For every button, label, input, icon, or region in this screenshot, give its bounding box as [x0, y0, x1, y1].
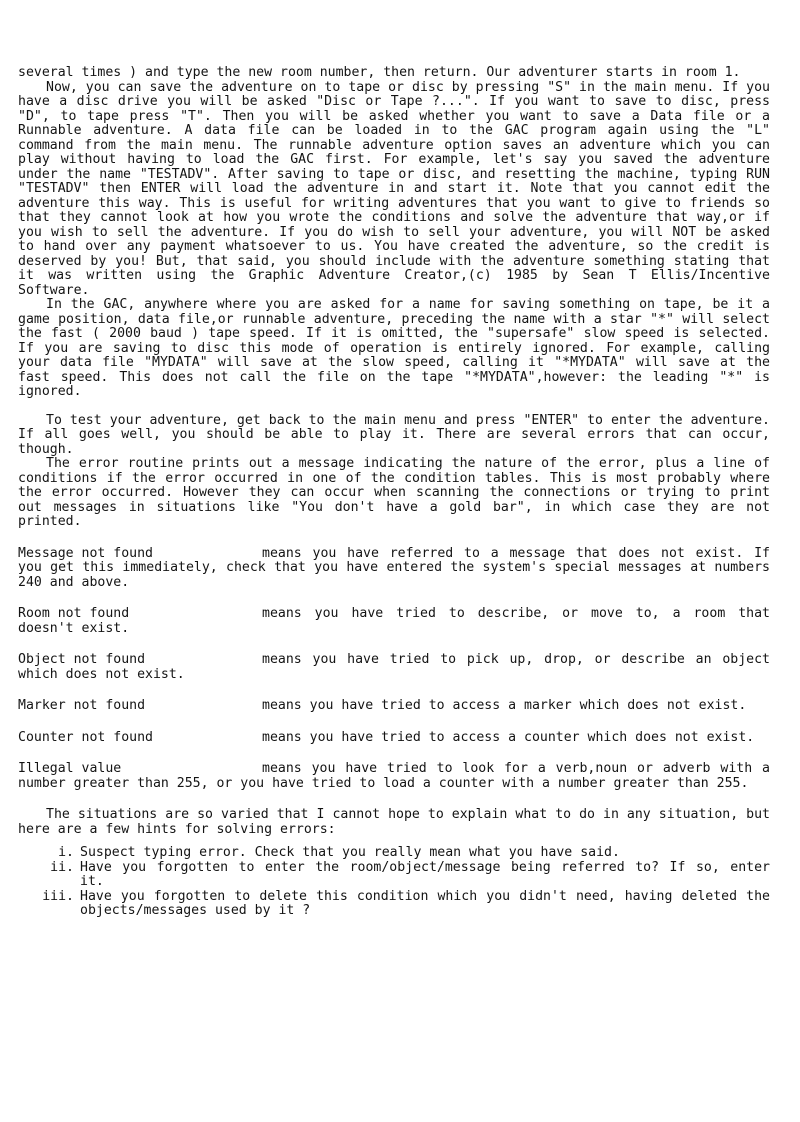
error-description: means you have tried to describe, or move to, a room that doesn't exist. — [18, 606, 770, 636]
error-entry-illegal-value — [18, 762, 770, 791]
error-entry-room — [18, 607, 770, 636]
error-description: means you have referred to a message that does not exist. If you get this immediately, check that you have entered the system's special messages at numbers 240 and above. — [18, 545, 770, 590]
error-entry-marker — [18, 699, 770, 714]
paragraph-restart-room: several times ) and type the new room number, then return. Our adventurer starts in room 1. — [18, 65, 741, 80]
spacer — [18, 400, 770, 414]
spacer — [18, 714, 770, 731]
spacer — [18, 791, 770, 808]
list-item — [18, 890, 770, 919]
error-entry-counter — [18, 731, 770, 746]
error-name: Marker not found — [18, 698, 146, 713]
hint-number: i. — [58, 845, 74, 860]
error-description: means you have tried to look for a verb,noun or adverb with a number greater than 255, or you have tried to load a counter with a number greater than 255. — [18, 761, 770, 791]
error-name: Room not found — [18, 606, 130, 621]
spacer — [18, 636, 770, 653]
error-name: Counter not found — [18, 729, 153, 745]
hint-list — [18, 846, 770, 919]
paragraph-situations: The situations are so varied that I cannot hope to explain what to do in any situation, but here are a few hints for solving errors: — [18, 807, 770, 837]
top-section — [18, 66, 770, 400]
hint-text: Have you forgotten to delete this condition which you didn't need, having deleted the objects/messages used by it ? — [80, 888, 770, 918]
test-section — [18, 414, 770, 530]
paragraph-testing: To test your adventure, get back to the main menu and press "ENTER" to enter the adventure. If all goes well, you should be able to play it. There are several errors that can occur, though. — [18, 412, 770, 457]
error-name: Object not found — [18, 652, 146, 667]
hint-text: Have you forgotten to enter the room/object/message being referred to? If so, enter it. — [80, 859, 770, 889]
paragraph-tape-speed: In the GAC, anywhere where you are asked for a name for saving something on tape, be it a game position, data file,or runnable adventure, preceding the name with a star "*" will select the fast ( 2000 baud ) tape speed. If it is omitted, the "supersafe" slow speed is selected. If you are saving to disc this mode of operation is entirely ignored. For example, calling your data file "MYDATA" will save at the slow speed, calling it "*MYDATA" will save at the fast speed. This does not call the file on the tape "*MYDATA",however: the leading "*" is ignored. — [18, 297, 770, 399]
error-description: means you have tried to pick up, drop, or describe an object which does not exist. — [18, 652, 770, 682]
list-item — [18, 861, 770, 890]
hint-text: Suspect typing error. Check that you really mean what you have said. — [80, 845, 620, 860]
spacer — [18, 745, 770, 762]
paragraph-error-routine: The error routine prints out a message indicating the nature of the error, plus a line of conditions if the error occurred in one of the condition tables. This is most probably where the error occurred. However they can occur when scanning the connections or trying to print out messages in situations like "You don't have a gold bar", in which case they are not printed. — [18, 456, 770, 529]
spacer — [18, 682, 770, 699]
error-name: Illegal value — [18, 761, 122, 776]
list-item — [18, 846, 770, 861]
error-entry-message — [18, 547, 770, 591]
error-description: means you have tried to access a counter which does not exist. — [262, 729, 755, 745]
hint-number: ii. — [50, 859, 74, 875]
spacer — [18, 530, 770, 547]
error-entry-object — [18, 653, 770, 682]
hint-number: iii. — [42, 888, 74, 904]
paragraph-saving-adventure: Now, you can save the adventure on to tape or disc by pressing "S" in the main menu. If you have a disc drive you will be asked "Disc or Tape ?...". If you want to save to disc, press "D", to tape press "T". Then you will be asked whether you want to save a Data file or a Runnable adventure. A data file can be loaded in to the GAC program again using the "L" command from the main menu. The runnable adventure option saves an adventure which you can play without having to load the GAC first. For example, let's say you saved the adventure under the name "TESTADV". After saving to tape or disc, and resetting the machine, typing RUN "TESTADV" then ENTER will load the adventure in and start it. Note that you cannot edit the adventure this way. This is useful for writing adventures that you want to give to friends so that they cannot look at how you wrote the conditions and solve the adventure that way,or if you wish to sell the adventure. If you do wish to sell your adventure, you will NOT be asked to hand over any payment whatsoever to us. You have created the adventure, so the credit is deserved by you! But, that said, you should include with the adventure something stating that it was written using the Graphic Adventure Creator,(c) 1985 by Sean T Ellis/Incentive Software. — [18, 79, 770, 298]
error-name: Message not found — [18, 545, 153, 561]
document-page — [18, 66, 770, 919]
error-description: means you have tried to access a marker which does not exist. — [262, 698, 747, 713]
error-list — [18, 547, 770, 792]
spacer — [18, 590, 770, 607]
